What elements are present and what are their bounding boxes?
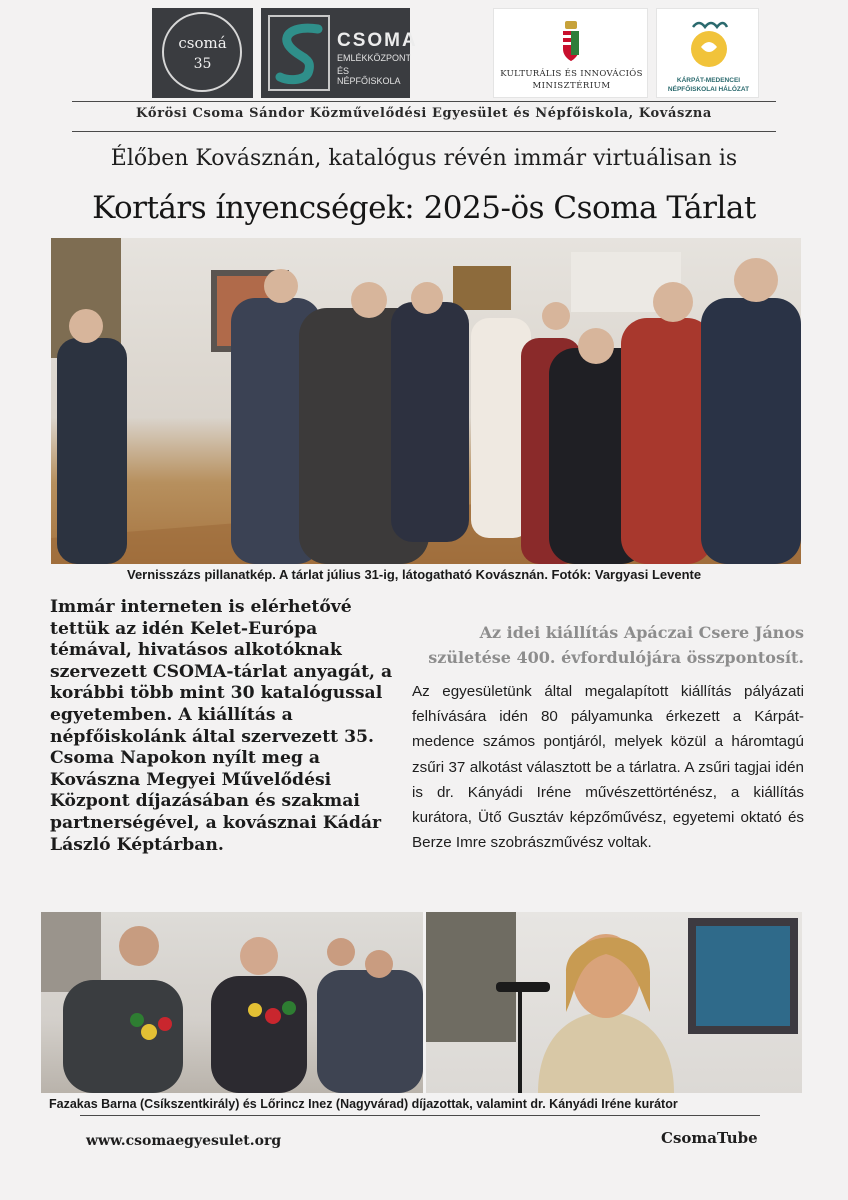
logo-ring-text: csomá bbox=[178, 34, 227, 52]
korosi-csoma-logo bbox=[152, 8, 253, 98]
network-logo bbox=[656, 8, 759, 98]
website-link[interactable]: www.csomaegyesulet.org bbox=[86, 1133, 282, 1149]
logo-number: 35 bbox=[193, 56, 212, 72]
pull-quote-line1: Az idei kiállítás Apáczai Csere János bbox=[479, 623, 804, 642]
curator-photo bbox=[426, 912, 802, 1093]
network-emblem-icon bbox=[685, 17, 733, 73]
network-name-line1: KÁRPÁT-MEDENCEI bbox=[676, 77, 741, 84]
csomatube-link[interactable]: CsomaTube bbox=[661, 1129, 758, 1147]
csoma-logo-name: CSOMA bbox=[337, 30, 418, 51]
headline: Kortárs ínyencségek: 2025-ös Csoma Tárlat bbox=[92, 190, 756, 226]
csoma-s-mark-icon bbox=[268, 15, 330, 91]
csoma-emlekkozpont-logo bbox=[261, 8, 418, 98]
csoma-logo-sub2: ÉS NÉPFŐISKOLA bbox=[337, 66, 401, 86]
network-name-line2: NÉPFŐISKOLAI HÁLÓZAT bbox=[667, 86, 750, 93]
kicker-subtitle: Élőben Kovásznán, katalógus révén immár virtuálisan is bbox=[110, 146, 738, 171]
csoma-logo-sub1: EMLÉKKÖZPONT bbox=[337, 53, 412, 63]
ministry-name-line1: KULTURÁLIS ÉS INNOVÁCIÓS bbox=[500, 69, 643, 79]
pull-quote-line2: születése 400. évfordulójára összpontosít. bbox=[428, 648, 804, 667]
vernissage-photo bbox=[51, 238, 801, 564]
logo-ring bbox=[162, 12, 242, 92]
organization-line: Kőrösi Csoma Sándor Közművelődési Egyesület és Népfőiskola, Kovászna bbox=[136, 106, 712, 121]
lead-paragraph: Immár interneten is elérhetővé tettük az idén Kelet-Európa témával, hivatásos alkotóknak szervezett CSOMA-tárlat anyagát, a korábbi több mint 30 katalógussal egyetemben. A kiállítás a népfőiskolánk által szervezett 35. Csoma Napokon nyílt meg a Kovászna Megyei Művelődési Központ díjazásában és szakmai partnerségével, a kovásznai Kádár László Képtárban. bbox=[50, 597, 393, 855]
ministry-logo bbox=[493, 8, 648, 98]
header-divider-bottom bbox=[72, 131, 776, 132]
hungarian-crest-icon bbox=[560, 19, 582, 63]
body-paragraph: Az egyesületünk által megalapított kiállítás pályázati felhívására idén 80 pályamunka érkezett a Kárpát-medence számos pontjáról, melyek közül a háromtagú zsűri 37 alkotást választott be a tárlatra. A zsűri tagjai idén is dr. Kányádi Iréne művészettörténész, a kiállítás kurátora, Ütő Gusztáv képzőművész, egyetemi oktató és Berze Imre szobrászművész voltak. bbox=[412, 683, 804, 852]
pull-quote bbox=[420, 620, 804, 670]
awardees-photo bbox=[41, 912, 423, 1093]
main-photo-caption: Vernisszázs pillanatkép. A tárlat július 31-ig, látogatható Kovásznán. Fotók: Vargyasi Levente bbox=[127, 567, 702, 582]
ministry-name-line2: MINISZTÉRIUM bbox=[532, 81, 611, 91]
footer-divider bbox=[80, 1115, 760, 1116]
bottom-photo-caption: Fazakas Barna (Csíkszentkirály) és Lőrincz Inez (Nagyvárad) díjazottak, valamint dr. Kányádi Iréne kurátor bbox=[49, 1097, 678, 1111]
header-divider-top bbox=[72, 101, 776, 102]
